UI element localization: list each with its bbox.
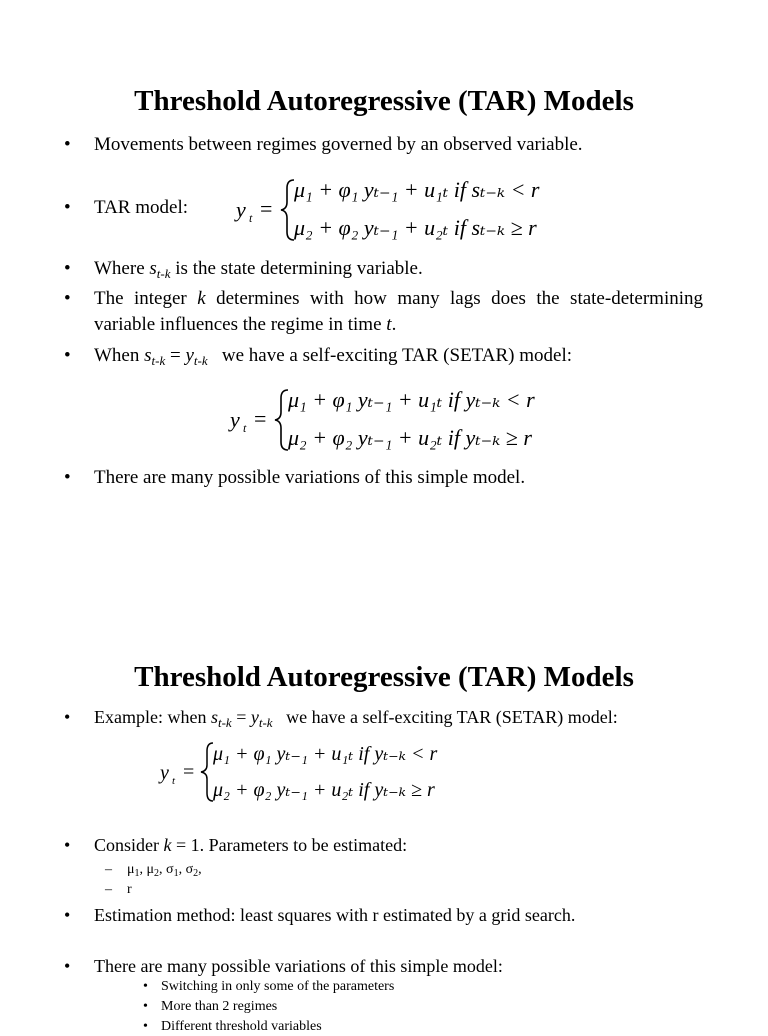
bullet-tar-model-label: • TAR model:: [94, 195, 188, 221]
when-prefix: When: [94, 345, 145, 366]
consider-prefix: Consider: [94, 835, 164, 855]
example-prefix: Example: when: [94, 707, 211, 727]
eq-row-2: μ₂ + φ₂ yₜ₋₁ + u₂ₜ if sₜ₋ₖ ≥ r: [294, 215, 537, 240]
sub-one: 1: [134, 868, 140, 879]
variation-item: • More than 2 regimes: [161, 997, 277, 1016]
when-suffix: we have a self-exciting TAR (SETAR) model:: [221, 345, 573, 366]
eq-equals: =: [254, 406, 267, 431]
sub-t-k: t-k: [151, 353, 166, 368]
sub-t-k: t-k: [193, 353, 208, 368]
setar-equation-2: [156, 736, 476, 808]
sub-two: 2: [193, 868, 199, 879]
example-suffix: we have a self-exciting TAR (SETAR) model:: [286, 707, 618, 727]
tar-equation: [232, 172, 572, 248]
eq-equals: =: [183, 761, 195, 783]
eq-row-2: μ₂ + φ₂ yₜ₋₁ + u₂ₜ if yₜ₋ₖ ≥ r: [213, 779, 435, 801]
sub-t-k: t-k: [217, 715, 232, 730]
eq-lhs-sub: t: [249, 211, 253, 225]
sub-t-k: t-k: [258, 715, 273, 730]
slide-1: [0, 0, 768, 512]
var-t: t: [386, 314, 392, 335]
eq-row-1: μ₁ + φ₁ yₜ₋₁ + u₁ₜ if sₜ₋ₖ < r: [294, 177, 540, 202]
integer-text-2: determines with how many lags does the state-determining variable influences the regime in time: [94, 288, 703, 335]
eq-brace: [281, 180, 294, 240]
sym-mu-2: μ: [146, 862, 155, 877]
eq-brace: [201, 743, 213, 801]
bullet-variations: • There are many possible variations of this simple model:: [94, 953, 503, 979]
integer-text-1: The integer: [94, 288, 198, 309]
bullet-where: [94, 256, 423, 287]
sub-one: 1: [173, 868, 179, 879]
eq-row-1: μ₁ + φ₁ yₜ₋₁ + u₁ₜ if yₜ₋ₖ < r: [213, 743, 438, 765]
sym-mu-1: μ: [127, 862, 135, 877]
bullet-variations: • There are many possible variations of this simple model.: [94, 465, 525, 491]
equals-sign: =: [170, 345, 181, 366]
bullet-consider: [94, 832, 407, 858]
sub-two: 2: [154, 868, 160, 879]
param-list-item: – $\mu_1$, $\mu_2$, $\sigma_1$, $\sigma_2$,: [127, 861, 202, 883]
eq-row-1: μ₁ + φ₁ yₜ₋₁ + u₁ₜ if yₜ₋ₖ < r: [288, 387, 535, 412]
where-prefix: Where: [94, 258, 150, 279]
sub-t-k: t-k: [156, 266, 171, 281]
equals-sign: =: [236, 707, 247, 727]
bullet-integer-k: • The integer k determines with how many lags does the state-determining variable influences the regime in time t.: [94, 286, 703, 338]
eq-lhs: y: [236, 197, 246, 222]
bullet-when: [94, 343, 572, 374]
eq-equals: =: [260, 196, 273, 221]
eq-lhs-sub: t: [243, 421, 247, 435]
var-k: k: [197, 288, 206, 309]
slide-2: [0, 576, 768, 1034]
bullet-estimation: • Estimation method: least squares with r estimated by a grid search.: [94, 902, 575, 928]
bullet-movements: • Movements between regimes governed by an observed variable.: [94, 132, 583, 158]
param-r-item: – r: [127, 881, 132, 899]
var-s: s: [210, 707, 218, 727]
sym-sigma-1: σ: [166, 862, 174, 877]
slide-title: Threshold Autoregressive (TAR) Models: [134, 661, 634, 693]
eq-brace: [275, 390, 288, 450]
eq-lhs-sub: t: [172, 775, 176, 787]
eq-row-2: μ₂ + φ₂ yₜ₋₁ + u₂ₜ if yₜ₋ₖ ≥ r: [288, 425, 532, 450]
var-k: k: [163, 835, 172, 855]
var-s: s: [149, 258, 157, 279]
eq-lhs: y: [160, 762, 169, 784]
where-suffix: is the state determining variable.: [170, 258, 423, 279]
sym-sigma-2: σ: [185, 862, 194, 877]
consider-suffix: = 1. Parameters to be estimated:: [171, 835, 408, 855]
setar-equation: [226, 382, 566, 458]
slide-title: Threshold Autoregressive (TAR) Models: [134, 85, 634, 117]
var-y: y: [250, 707, 259, 727]
variation-item: • Switching in only some of the parameters: [161, 977, 394, 996]
bullet-example: [94, 704, 618, 736]
variation-item: • Different threshold variables: [161, 1017, 322, 1036]
var-s: s: [144, 345, 152, 366]
eq-lhs: y: [230, 407, 240, 432]
var-y: y: [185, 345, 194, 366]
